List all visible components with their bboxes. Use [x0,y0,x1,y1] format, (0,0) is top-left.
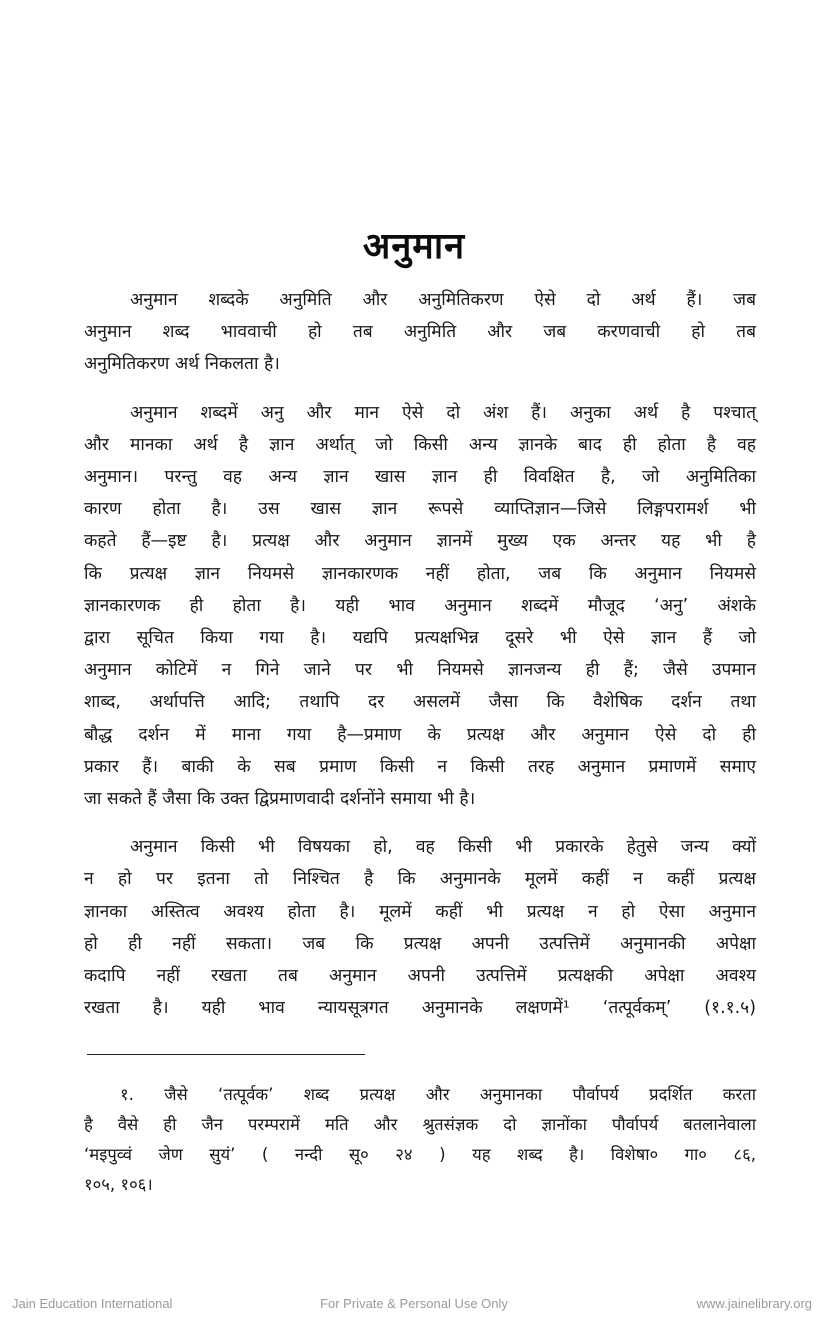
paragraph-1 [84,284,756,381]
text-line: शाब्द, अर्थापत्ति आदि; तथापि दर असलमें जैसा कि वैशेषिक दर्शन तथा [84,692,756,713]
text-line: कारण होता है। उस खास ज्ञान रूपसे व्याप्तिज्ञान—जिसे लिङ्गपरामर्श भी [84,499,756,520]
text-line: रखता है। यही भाव न्यायसूत्रगत अनुमानके लक्षणमें¹ ‘तत्पूर्वकम्’ (१.१.५) [84,998,756,1019]
footnotes [84,1080,756,1200]
text-line: और मानका अर्थ है ज्ञान अर्थात् जो किसी अन्य ज्ञानके बाद ही होता है वह [84,434,756,455]
text-line: कदापि नहीं रखता तब अनुमान अपनी उत्पत्तिमें प्रत्यक्षकी अपेक्षा अवश्य [84,966,756,987]
text-line: ज्ञानका अस्तित्व अवश्य होता है। मूलमें कहीं भी प्रत्यक्ष न हो ऐसा अनुमान [84,901,756,922]
text-line: अनुमान। परन्तु वह अन्य ज्ञान खास ज्ञान ही विवक्षित है, जो अनुमितिका [84,467,756,488]
body-text [84,284,756,1040]
text-line: जा सकते हैं जैसा कि उक्त द्विप्रमाणवादी दर्शनोंने समाया भी है। [84,789,476,810]
page-footer [0,1296,828,1318]
paragraph-2 [84,397,756,816]
footer-usage-notice: For Private & Personal Use Only [320,1296,508,1311]
footnote-1 [84,1080,756,1200]
text-line: अनुमान शब्द भाववाची हो तब अनुमिति और जब करणवाची हो तब [84,322,756,343]
text-line: न हो पर इतना तो निश्चित है कि अनुमानके मूलमें कहीं न कहीं प्रत्यक्ष [84,869,756,890]
text-line: अनुमान शब्दमें अनु और मान ऐसे दो अंश हैं। अनुका अर्थ है पश्चात् [130,402,756,423]
text-line: द्वारा सूचित किया गया है। यद्यपि प्रत्यक्षभिन्न दूसरे भी ऐसे ज्ञान हैं जो [84,628,756,649]
footnote-line: है वैसे ही जैन परम्परामें मति और श्रुतसंज्ञक दो ज्ञानोंका पौर्वापर्य बतलानेवाला [84,1115,756,1134]
paragraph-3 [84,831,756,1024]
text-line: अनुमान कोटिमें न गिने जाने पर भी नियमसे ज्ञानजन्य ही हैं; जैसे उपमान [84,660,756,681]
footnote-line: ‘मइपुव्वं जेण सुयं’ ( नन्दी सू० २४ ) यह शब्द है। विशेषा० गा० ८६, [84,1145,756,1164]
footnote-divider [87,1054,365,1055]
text-line: ज्ञानकारणक ही होता है। यही भाव अनुमान शब्दमें मौजूद ‘अनु’ अंशके [84,595,756,616]
text-line: अनुमान किसी भी विषयका हो, वह किसी भी प्रकारके हेतुसे जन्य क्यों [130,837,756,858]
footer-website-link[interactable]: www.jainelibrary.org [696,1296,812,1311]
footnote-line: १०५, १०६। [84,1175,153,1194]
text-line: अनुमान शब्दके अनुमिति और अनुमितिकरण ऐसे दो अर्थ हैं। जब [130,290,756,310]
footer-publisher: Jain Education International [12,1296,173,1311]
footnote-line: १. जैसे ‘तत्पूर्वक’ शब्द प्रत्यक्ष और अनुमानका पौर्वापर्य प्रदर्शित करता [120,1085,756,1104]
page-title: अनुमान [362,226,466,268]
text-line: अनुमितिकरण अर्थ निकलता है। [84,354,280,375]
text-line: हो ही नहीं सकता। जब कि प्रत्यक्ष अपनी उत्पत्तिमें अनुमानकी अपेक्षा [84,933,756,954]
text-line: प्रकार हैं। बाकी के सब प्रमाण किसी न किसी तरह अनुमान प्रमाणमें समाए [84,756,756,777]
text-line: बौद्ध दर्शन में माना गया है—प्रमाण के प्रत्यक्ष और अनुमान ऐसे दो ही [84,724,756,745]
text-line: कहते हैं—इष्ट है। प्रत्यक्ष और अनुमान ज्ञानमें मुख्य एक अन्तर यह भी है [84,531,756,552]
text-line: कि प्रत्यक्ष ज्ञान नियमसे ज्ञानकारणक नहीं होता, जब कि अनुमान नियमसे [84,563,756,584]
